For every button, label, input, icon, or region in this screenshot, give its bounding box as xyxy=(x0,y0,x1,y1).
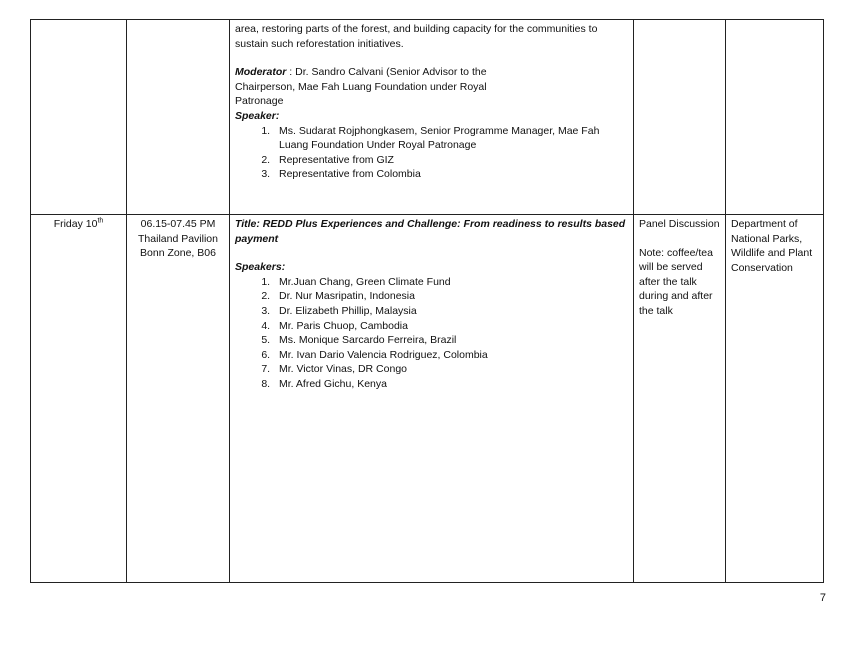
speaker-label: Speaker: xyxy=(235,109,280,122)
list-item: 2. Representative from GIZ xyxy=(273,153,628,168)
format-cell xyxy=(634,20,726,215)
moderator-line xyxy=(235,65,628,80)
venue-line-1: Thailand Pavilion xyxy=(138,232,218,245)
list-item: 2. Dr. Nur Masripatin, Indonesia xyxy=(273,289,628,304)
table-row xyxy=(31,215,824,583)
list-item: 7. Mr. Victor Vinas, DR Congo xyxy=(273,362,628,377)
moderator-name-line-3: Patronage xyxy=(235,95,284,108)
time-venue-cell xyxy=(127,215,230,583)
moderator-name-line-1: Dr. Sandro Calvani (Senior Advisor to the xyxy=(295,66,487,79)
moderator-name-line-2: Chairperson, Mae Fah Luang Foundation under Royal xyxy=(235,80,487,93)
page-number: 7 xyxy=(819,592,826,604)
list-item: 4. Mr. Paris Chuop, Cambodia xyxy=(273,319,628,334)
session-time: 06.15-07.45 PM xyxy=(140,218,216,230)
moderator-label: Moderator xyxy=(235,66,287,79)
session-description: area, restoring parts of the forest, and building capacity for the communities to sustain such reforestation initiatives. xyxy=(235,23,598,50)
session-title: Title: REDD Plus Experiences and Challenge: From readiness to results based payment xyxy=(235,218,626,245)
details-cell xyxy=(230,20,634,215)
table-row xyxy=(31,20,824,215)
agenda-table xyxy=(30,19,824,583)
moderator-separator: : xyxy=(286,66,296,79)
venue-line-2: Bonn Zone, B06 xyxy=(140,247,216,260)
list-item: 1. Mr.Juan Chang, Green Climate Fund xyxy=(273,275,628,290)
day-cell xyxy=(31,20,127,215)
list-item: 8. Mr. Afred Gichu, Kenya xyxy=(273,377,628,392)
session-note: Note: coffee/tea will be served after the talk during and after the talk xyxy=(639,246,713,317)
list-item: 3. Dr. Elizabeth Phillip, Malaysia xyxy=(273,304,628,319)
day-suffix: th xyxy=(97,217,104,225)
session-format: Panel Discussion xyxy=(639,218,720,230)
list-item: 6. Mr. Ivan Dario Valencia Rodriguez, Colombia xyxy=(273,348,628,363)
format-cell xyxy=(634,215,726,583)
speaker-list xyxy=(235,275,628,392)
time-venue-cell xyxy=(127,20,230,215)
list-item: 3. Representative from Colombia xyxy=(273,167,628,182)
speaker-list xyxy=(235,124,628,182)
list-item: 5. Ms. Monique Sarcardo Ferreira, Brazil xyxy=(273,333,628,348)
list-item: 1. Ms. Sudarat Rojphongkasem, Senior Programme Manager, Mae Fah Luang Foundation Under Royal Patronage xyxy=(273,124,628,153)
organizer-cell xyxy=(726,20,824,215)
organizer-name: Department of National Parks, Wildlife and Plant Conservation xyxy=(731,218,813,274)
day-text: Friday 10 xyxy=(53,218,98,230)
details-cell xyxy=(230,215,634,583)
speakers-label: Speakers: xyxy=(235,261,286,274)
day-cell xyxy=(31,215,127,583)
organizer-cell xyxy=(726,215,824,583)
